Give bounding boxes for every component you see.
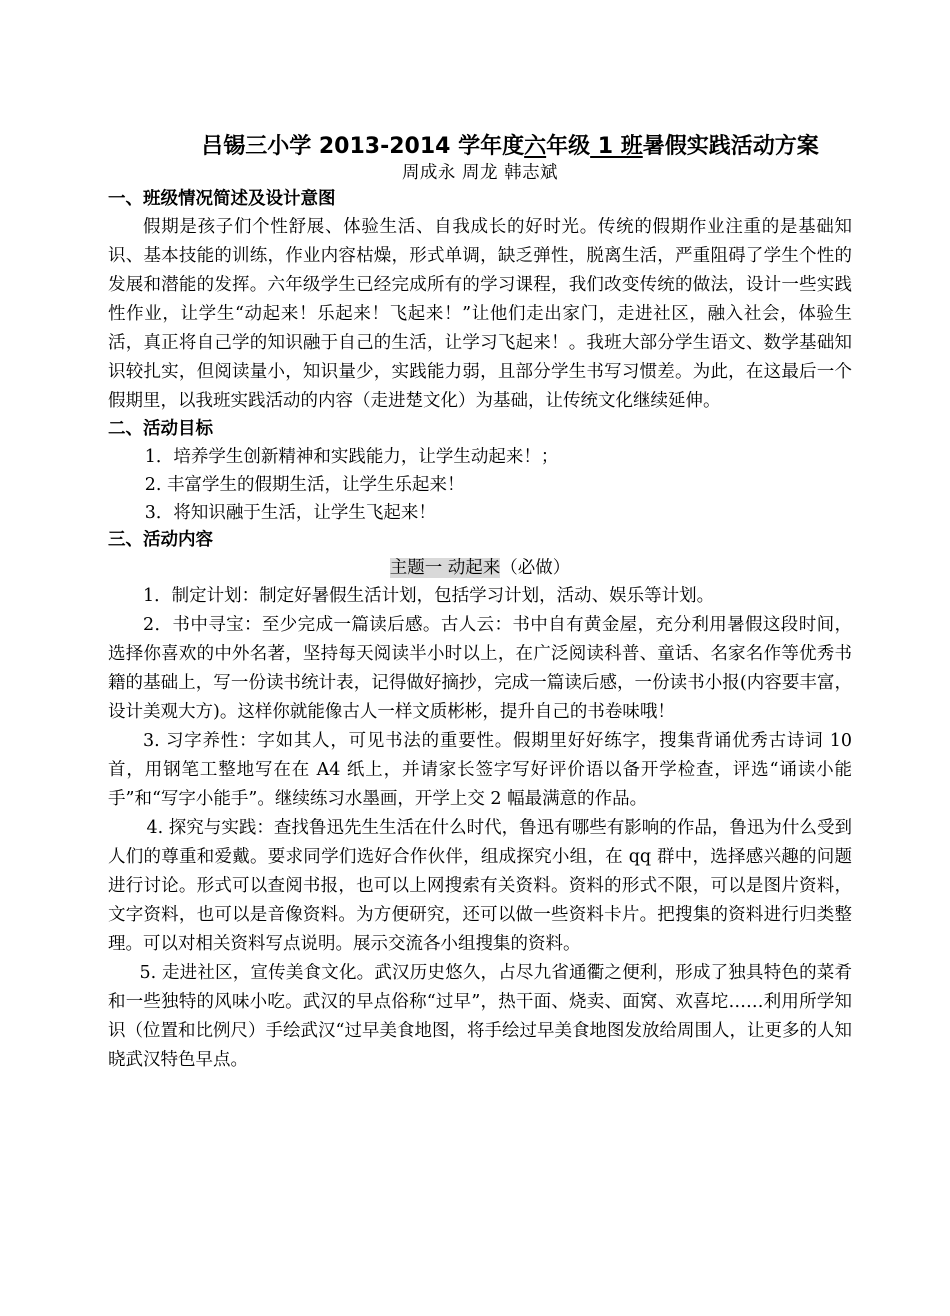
- section-1-paragraph: 假期是孩子们个性舒展、体验生活、自我成长的好时光。传统的假期作业注重的是基础知识、基本技能的训练，作业内容枯燥，形式单调，缺乏弹性，脱离生活，严重阻碍了学生个性的发展和潜能的发挥。六年级学生已经完成所有的学习课程，我们改变传统的做法，设计一些实践性作业，让学生“动起来！乐起来！飞起来！”让他们走出家门，走进社区，融入社会，体验生活，真正将自己学的知识融于自己的生活，让学习飞起来！。我班大部分学生语文、数学基础知识较扎实，但阅读量小，知识量少，实践能力弱，且部分学生书写习惯差。为此，在这最后一个假期里，以我班实践活动的内容（走进楚文化）为基础，让传统文化继续延伸。: [108, 217, 852, 411]
- title-suffix: 暑假实践活动方案: [642, 134, 819, 159]
- title-class: 1 班: [590, 134, 643, 159]
- activity-item-2: 2．书中寻宝：至少完成一篇读后感。古人云：书中自有黄金屋，充分利用暑假这段时间，选择你喜欢的中外名著，坚持每天阅读半小时以上，在广泛阅读科普、童话、名家名作等优秀书籍的基础上，写一份读书统计表，记得做好摘抄，完成一篇读后感，一份读书小报(内容要丰富，设计美观大方)。这样你就能像古人一样文质彬彬，提升自己的书卷味哦！: [108, 615, 852, 722]
- title-grade: 六: [524, 134, 547, 159]
- title-prefix: 吕锡三小学 2013-2014 学年度: [201, 134, 525, 159]
- section-heading-2: 二、活动目标: [108, 419, 213, 439]
- goal-item-1: 1．培养学生创新精神和实践能力，让学生动起来！；: [144, 447, 559, 467]
- activity-item-5: 5. 走进社区，宣传美食文化。武汉历史悠久，占尽九省通衢之便利，形成了独具特色的菜肴和一些独特的风味小吃。武汉的早点俗称“过早”，热干面、烧卖、面窝、欢喜坨……利用所学知识（位置和比例尺）手绘武汉“过早美食地图，将手绘过早美食地图发放给周围人，让更多的人知晓武汉特色早点。: [108, 963, 852, 1070]
- theme-note: （必做）: [500, 558, 571, 578]
- activity-item-4: 4. 探究与实践：查找鲁迅先生生活在什么时代，鲁迅有哪些有影响的作品，鲁迅为什么受到人们的尊重和爱戴。要求同学们选好合作伙伴，组成探究小组，在 qq 群中，选择感兴趣的问题进行讨论。形式可以查阅书报，也可以上网搜索有关资料。资料的形式不限，可以是图片资料，文字资料，也可以是音像资料。为方便研究，还可以做一些资料卡片。把搜集的资料进行归类整理。可以对相关资料写点说明。展示交流各小组搜集的资料。: [108, 818, 852, 954]
- authors-line: 周成永 周龙 韩志斌: [401, 163, 559, 183]
- section-heading-3: 三、活动内容: [108, 530, 213, 550]
- activity-item-1: 1．制定计划：制定好暑假生活计划，包括学习计划，活动、娱乐等计划。: [143, 586, 715, 606]
- theme-heading: [108, 554, 852, 582]
- activity-item-3: 3. 习字养性：字如其人，可见书法的重要性。假期里好好练字，搜集背诵优秀古诗词 10 首，用钢笔工整地写在在 A4 纸上，并请家长签字写好评价语以备开学检查，评选“诵读小能手”和“写字小能手”。继续练习水墨画，开学上交 2 幅最满意的作品。: [108, 731, 852, 809]
- document-title: [168, 132, 852, 162]
- section-heading-1: 一、班级情况简述及设计意图: [108, 189, 336, 209]
- title-mid: 年级: [546, 134, 591, 159]
- goal-item-2: 2. 丰富学生的假期生活，让学生乐起来！: [144, 475, 465, 495]
- theme-label: 主题一 动起来: [389, 558, 501, 578]
- goal-item-3: 3．将知识融于生活，让学生飞起来！: [144, 503, 436, 523]
